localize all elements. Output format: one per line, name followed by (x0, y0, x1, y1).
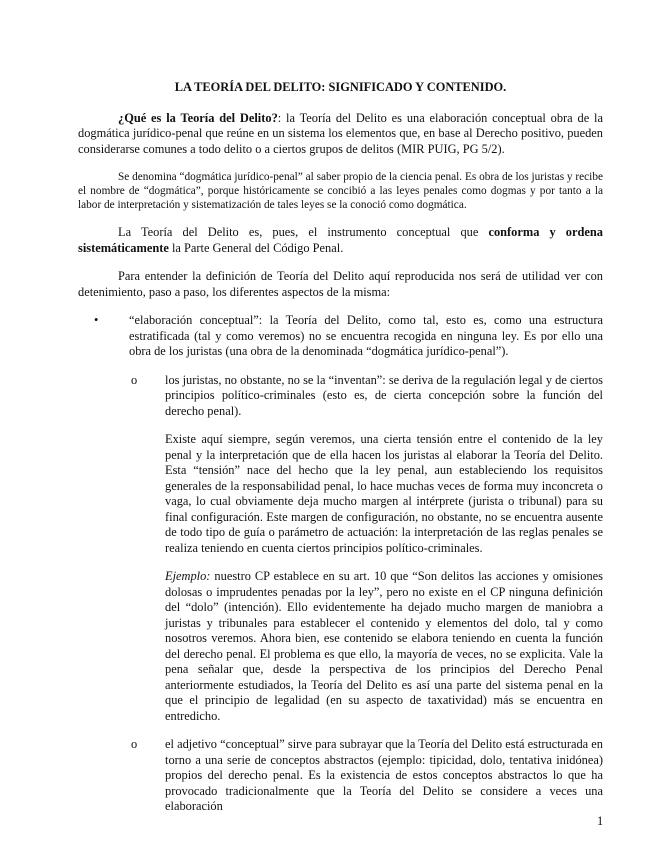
page-title: LA TEORÍA DEL DELITO: SIGNIFICADO Y CONTENIDO. (174, 80, 507, 94)
ejemplo-text: nuestro CP establece en su art. 10 que “Son delitos las acciones y omisiones dolosas o imprudentes penadas por la ley”, pero no existe en el CP ninguna definición del “dolo” (intención). Ello evidentemente ha dejado mucho margen de maniobra a juristas y tribunales para establecer el contenido y elementos del dolo, tal y como nosotros veremos. Ahora bien, ese contenido se elabora teniendo en cuenta la función del derecho penal. El problema es que ello, la mayoría de veces, no se explicita. Vale la pena señalar que, desde la perspectiva de los principios del Derecho Penal anteriormente estudiados, la Teoría del Delito es así una parte del sistema penal en la que el principio de legalidad (en su aspecto de taxatividad) más se encuentra en entredicho. (165, 569, 603, 723)
ejemplo-label: Ejemplo: (165, 569, 211, 583)
sublist-item-conceptual (131, 737, 603, 815)
sub-bullet-mark: o (131, 372, 138, 387)
list-item-elaboracion (94, 313, 603, 360)
sub-bullet-mark: o (131, 737, 138, 751)
definition-text: : la Teoría del Delito es una elaboración conceptual obra de la dogmática jurídico-penal que reúne en un sistema los elementos que, en base al Derecho positivo, pueden considerarse comunes a todo delito o a ciertos grupos de delitos (MIR PUIG, PG 5/2). (78, 110, 603, 156)
paragraph-tension: Existe aquí siempre, según veremos, una cierta tensión entre el contenido de la ley penal y la interpretación que de ella hacen los juristas al elaborar la Teoría del Delito. Esta “tensión” nace del hecho que la ley penal, aun estableciendo los requisitos generales de la responsabilidad penal, lo hace muchas veces de forma muy inconcreta o vaga, lo cual obviamente deja mucho margen al intérprete (jurista o tribunal) para su final configuración. Este margen de configuración, no obstante, no se encuentra ausente de todo tipo de guía o parámetro de actuación: la interpretación de las reglas penales se realiza teniendo en cuenta ciertos principios político-criminales. (165, 432, 603, 555)
paragraph-instrumento (78, 225, 603, 256)
paragraph-intro-list: Para entender la definición de Teoría del Delito aquí reproducida nos será de utilidad ver con detenimiento, paso a paso, los diferentes aspectos de la misma: (78, 269, 603, 299)
sublist-item-text: los juristas, no obstante, no se la “inventan”: se deriva de la regulación legal y de ciertos principios político-criminales (esto es, de cierta concepción sobre la función del derecho penal). (165, 372, 603, 418)
sublist-item-text: el adjetivo “conceptual” sirve para subrayar que la Teoría del Delito está estructurada en torno a una serie de conceptos abstractos (ejemplo: tipicidad, dolo, tentativa inidónea) propios del derecho penal. Es la existencia de estos conceptos abstractos lo que ha provocado tradicionalmente que la Teoría del Delito se considere a veces una elaboración (165, 737, 603, 813)
paragraph-definition (78, 111, 603, 158)
paragraph-ejemplo (165, 569, 603, 724)
paragraph-dogmatica: Se denomina “dogmática jurídico-penal” al saber propio de la ciencia penal. Es obra de los juristas y recibe el nombre de “dogmática”, porque históricamente se concibió a las leyes penales como dogmas y por tanto a la labor de interpretación y sistematización de tales leyes se la conoció como dogmática. (78, 171, 603, 211)
definition-question: ¿Qué es la Teoría del Delito? (118, 110, 278, 125)
instrumento-text-before: La Teoría del Delito es, pues, el instrumento conceptual que (118, 225, 489, 239)
instrumento-bold: conforma y ordena sistemáticamente (78, 225, 603, 255)
instrumento-text-after: la Parte General del Código Penal. (168, 240, 344, 255)
sublist-item-juristas (131, 373, 603, 420)
bullet-mark: • (94, 313, 99, 327)
page-number: 1 (597, 814, 604, 828)
list-item-text: “elaboración conceptual”: la Teoría del Delito, como tal, esto es, como una estructura estratificada (tal y como veremos) no se encuentra recogida en ninguna ley. Es por ello una obra de los juristas (una obra de la denominada “dogmática jurídico-penal”). (129, 313, 603, 358)
